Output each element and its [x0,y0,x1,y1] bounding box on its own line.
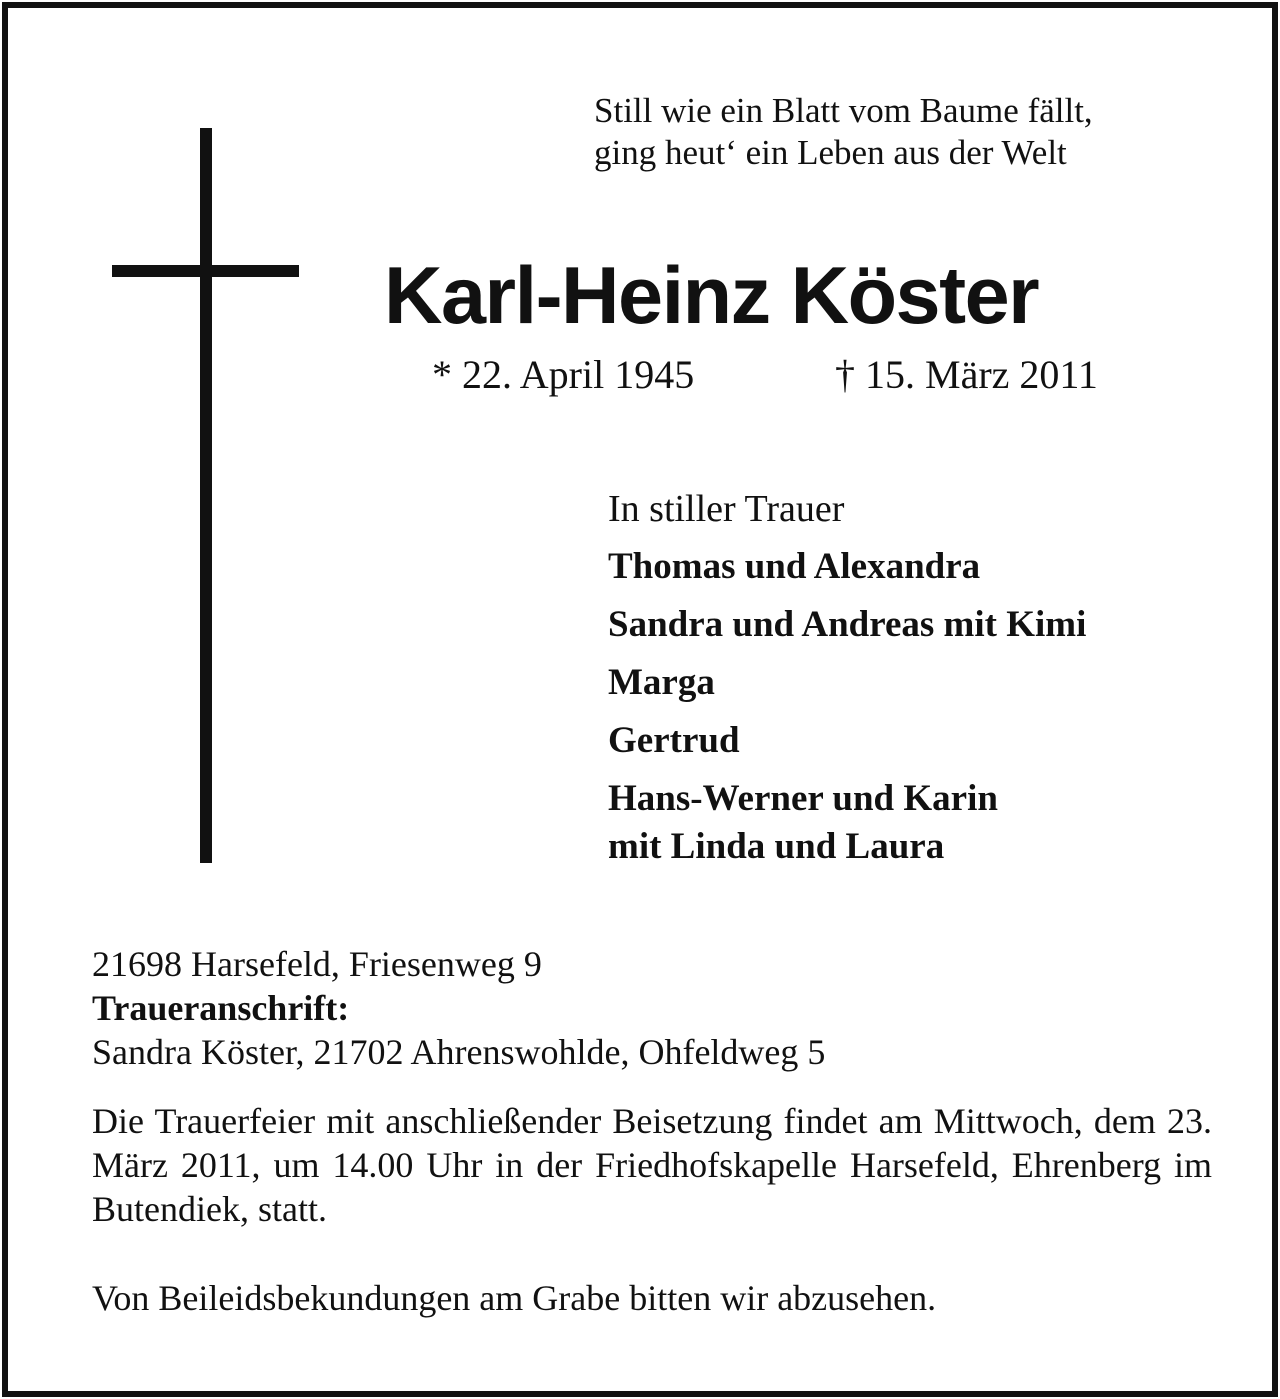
mourner-name: Marga [608,662,715,703]
motto-verse [594,90,1234,174]
motto-line-2: ging heut‘ ein Leben aus der Welt [594,133,1067,172]
mourner-name-continuation: mit Linda und Laura [608,826,945,867]
address-block [92,942,1212,1074]
cross-vertical-bar [200,128,212,863]
birth-date: * 22. April 1945 [432,352,695,397]
mourner-name: Gertrud [608,720,740,761]
death-date: † 15. März 2011 [835,352,1098,397]
mourner-name: Hans-Werner und Karin [608,778,998,819]
motto-line-1: Still wie ein Blatt vom Baume fällt, [594,91,1093,130]
mourner-name: Sandra und Andreas mit Kimi [608,604,1087,645]
mourner-name: Thomas und Alexandra [608,546,981,587]
closing-note: Von Beileidsbekundungen am Grabe bitten wir abzusehen. [92,1278,937,1318]
obituary-frame [2,2,1278,1397]
mourning-address: Sandra Köster, 21702 Ahrenswohlde, Ohfeldweg 5 [92,1032,826,1072]
ceremony-notice: Die Trauerfeier mit anschließender Beisetzung findet am Mittwoch, dem 23. März 2011, um 14.00 Uhr in der Friedhofskapelle Harsefeld, Ehrenberg im Butendiek, statt. [92,1101,1212,1229]
deceased-name: Karl-Heinz Köster [384,251,1039,341]
mourners-list [608,480,1248,871]
cross-horizontal-bar [112,265,299,277]
mourners-intro: In stiller Trauer [608,488,845,530]
home-address: 21698 Harsefeld, Friesenweg 9 [92,944,542,984]
mourning-address-label: Traueranschrift: [92,988,350,1028]
